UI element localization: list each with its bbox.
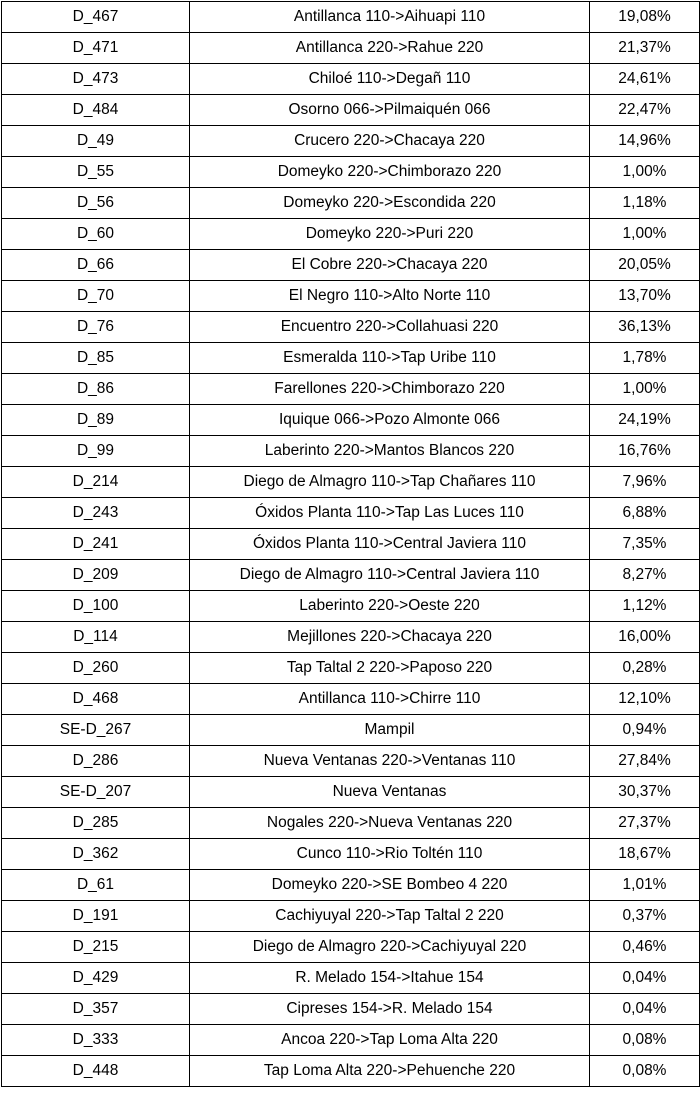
line-name-cell: Ancoa 220->Tap Loma Alta 220 (190, 1025, 590, 1056)
line-name-cell: Encuentro 220->Collahuasi 220 (190, 312, 590, 343)
percentage-cell: 19,08% (590, 2, 700, 33)
element-id-cell: D_209 (2, 560, 190, 591)
percentage-cell: 7,35% (590, 529, 700, 560)
table-row (2, 405, 700, 436)
percentage-cell: 22,47% (590, 95, 700, 126)
element-id-cell: D_215 (2, 932, 190, 963)
table-row (2, 64, 700, 95)
element-id-cell: D_260 (2, 653, 190, 684)
line-name-cell: El Cobre 220->Chacaya 220 (190, 250, 590, 281)
percentage-cell: 13,70% (590, 281, 700, 312)
percentage-cell: 24,19% (590, 405, 700, 436)
percentage-cell: 0,28% (590, 653, 700, 684)
percentage-cell: 0,08% (590, 1025, 700, 1056)
table-row (2, 1025, 700, 1056)
percentage-cell: 1,12% (590, 591, 700, 622)
table-row (2, 994, 700, 1025)
element-id-cell: D_191 (2, 901, 190, 932)
element-id-cell: D_86 (2, 374, 190, 405)
percentage-cell: 1,00% (590, 157, 700, 188)
table-row (2, 343, 700, 374)
percentage-cell: 0,37% (590, 901, 700, 932)
element-id-cell: D_467 (2, 2, 190, 33)
table-row (2, 746, 700, 777)
line-name-cell: Domeyko 220->Puri 220 (190, 219, 590, 250)
table-row (2, 95, 700, 126)
table-row (2, 126, 700, 157)
line-name-cell: Osorno 066->Pilmaiquén 066 (190, 95, 590, 126)
line-name-cell: Antillanca 110->Chirre 110 (190, 684, 590, 715)
percentage-cell: 27,37% (590, 808, 700, 839)
line-name-cell: Laberinto 220->Oeste 220 (190, 591, 590, 622)
table-row (2, 2, 700, 33)
line-name-cell: Mampil (190, 715, 590, 746)
table-row (2, 436, 700, 467)
percentage-cell: 0,94% (590, 715, 700, 746)
element-id-cell: D_70 (2, 281, 190, 312)
element-id-cell: D_357 (2, 994, 190, 1025)
element-id-cell: D_61 (2, 870, 190, 901)
element-id-cell: D_114 (2, 622, 190, 653)
percentage-cell: 1,01% (590, 870, 700, 901)
percentage-cell: 21,37% (590, 33, 700, 64)
element-id-cell: D_429 (2, 963, 190, 994)
line-name-cell: Diego de Almagro 220->Cachiyuyal 220 (190, 932, 590, 963)
table-row (2, 777, 700, 808)
percentage-cell: 1,18% (590, 188, 700, 219)
table-row (2, 219, 700, 250)
line-name-cell: Antillanca 220->Rahue 220 (190, 33, 590, 64)
table-row (2, 250, 700, 281)
element-id-cell: D_243 (2, 498, 190, 529)
table-row (2, 901, 700, 932)
table-row (2, 684, 700, 715)
element-id-cell: D_49 (2, 126, 190, 157)
element-id-cell: D_241 (2, 529, 190, 560)
percentage-cell: 24,61% (590, 64, 700, 95)
percentage-cell: 0,08% (590, 1056, 700, 1087)
line-name-cell: Diego de Almagro 110->Tap Chañares 110 (190, 467, 590, 498)
line-name-cell: Esmeralda 110->Tap Uribe 110 (190, 343, 590, 374)
element-id-cell: D_100 (2, 591, 190, 622)
element-id-cell: SE-D_207 (2, 777, 190, 808)
line-name-cell: Farellones 220->Chimborazo 220 (190, 374, 590, 405)
table-row (2, 374, 700, 405)
element-id-cell: SE-D_267 (2, 715, 190, 746)
element-id-cell: D_362 (2, 839, 190, 870)
element-id-cell: D_286 (2, 746, 190, 777)
percentage-cell: 7,96% (590, 467, 700, 498)
table-row (2, 591, 700, 622)
percentage-cell: 1,00% (590, 219, 700, 250)
element-id-cell: D_214 (2, 467, 190, 498)
line-name-cell: Nogales 220->Nueva Ventanas 220 (190, 808, 590, 839)
line-name-cell: Mejillones 220->Chacaya 220 (190, 622, 590, 653)
percentage-cell: 0,04% (590, 994, 700, 1025)
table-row (2, 33, 700, 64)
line-name-cell: Diego de Almagro 110->Central Javiera 110 (190, 560, 590, 591)
table-row (2, 498, 700, 529)
percentage-cell: 1,78% (590, 343, 700, 374)
line-name-cell: Iquique 066->Pozo Almonte 066 (190, 405, 590, 436)
line-name-cell: Chiloé 110->Degañ 110 (190, 64, 590, 95)
table-row (2, 808, 700, 839)
element-id-cell: D_76 (2, 312, 190, 343)
element-id-cell: D_99 (2, 436, 190, 467)
line-name-cell: Nueva Ventanas 220->Ventanas 110 (190, 746, 590, 777)
table-row (2, 560, 700, 591)
line-name-cell: Cipreses 154->R. Melado 154 (190, 994, 590, 1025)
line-name-cell: Nueva Ventanas (190, 777, 590, 808)
table-row (2, 622, 700, 653)
line-name-cell: Domeyko 220->Escondida 220 (190, 188, 590, 219)
element-id-cell: D_333 (2, 1025, 190, 1056)
percentage-cell: 0,46% (590, 932, 700, 963)
line-name-cell: Domeyko 220->Chimborazo 220 (190, 157, 590, 188)
line-name-cell: Óxidos Planta 110->Central Javiera 110 (190, 529, 590, 560)
data-table (1, 1, 700, 1087)
element-id-cell: D_468 (2, 684, 190, 715)
element-id-cell: D_89 (2, 405, 190, 436)
table-row (2, 157, 700, 188)
element-id-cell: D_55 (2, 157, 190, 188)
line-name-cell: Antillanca 110->Aihuapi 110 (190, 2, 590, 33)
line-name-cell: R. Melado 154->Itahue 154 (190, 963, 590, 994)
element-id-cell: D_85 (2, 343, 190, 374)
percentage-cell: 27,84% (590, 746, 700, 777)
table-row (2, 529, 700, 560)
table-row (2, 963, 700, 994)
line-name-cell: Cunco 110->Rio Toltén 110 (190, 839, 590, 870)
percentage-cell: 8,27% (590, 560, 700, 591)
element-id-cell: D_66 (2, 250, 190, 281)
element-id-cell: D_484 (2, 95, 190, 126)
table-row (2, 653, 700, 684)
line-name-cell: Tap Taltal 2 220->Paposo 220 (190, 653, 590, 684)
element-id-cell: D_285 (2, 808, 190, 839)
percentage-cell: 16,00% (590, 622, 700, 653)
element-id-cell: D_60 (2, 219, 190, 250)
line-name-cell: Crucero 220->Chacaya 220 (190, 126, 590, 157)
percentage-cell: 16,76% (590, 436, 700, 467)
percentage-cell: 6,88% (590, 498, 700, 529)
table-row (2, 870, 700, 901)
table-row (2, 467, 700, 498)
percentage-cell: 14,96% (590, 126, 700, 157)
table-row (2, 312, 700, 343)
percentage-cell: 18,67% (590, 839, 700, 870)
table-row (2, 188, 700, 219)
table-row (2, 932, 700, 963)
line-name-cell: Laberinto 220->Mantos Blancos 220 (190, 436, 590, 467)
table-row (2, 281, 700, 312)
element-id-cell: D_471 (2, 33, 190, 64)
line-name-cell: Domeyko 220->SE Bombeo 4 220 (190, 870, 590, 901)
percentage-cell: 0,04% (590, 963, 700, 994)
percentage-cell: 30,37% (590, 777, 700, 808)
percentage-cell: 1,00% (590, 374, 700, 405)
element-id-cell: D_448 (2, 1056, 190, 1087)
percentage-cell: 12,10% (590, 684, 700, 715)
element-id-cell: D_56 (2, 188, 190, 219)
table-row (2, 715, 700, 746)
line-name-cell: Cachiyuyal 220->Tap Taltal 2 220 (190, 901, 590, 932)
percentage-cell: 36,13% (590, 312, 700, 343)
percentage-cell: 20,05% (590, 250, 700, 281)
table-body (2, 2, 700, 1087)
line-name-cell: El Negro 110->Alto Norte 110 (190, 281, 590, 312)
table-row (2, 1056, 700, 1087)
line-name-cell: Óxidos Planta 110->Tap Las Luces 110 (190, 498, 590, 529)
table-row (2, 839, 700, 870)
element-id-cell: D_473 (2, 64, 190, 95)
line-name-cell: Tap Loma Alta 220->Pehuenche 220 (190, 1056, 590, 1087)
